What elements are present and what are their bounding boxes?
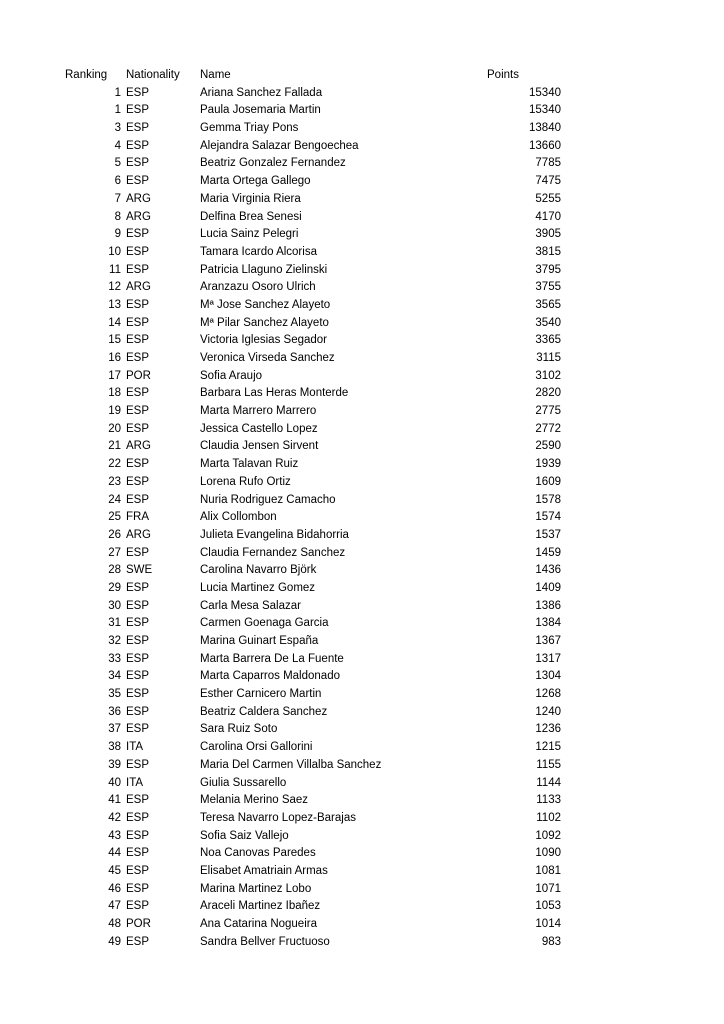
nationality-cell: ESP [126, 599, 150, 612]
name-cell: Esther Carnicero Martin [200, 688, 322, 701]
points-cell: 15340 [529, 104, 561, 117]
points-cell: 1386 [535, 599, 561, 612]
name-cell: Teresa Navarro Lopez-Barajas [200, 811, 356, 824]
nationality-cell: SWE [126, 564, 153, 577]
points-cell: 3102 [535, 369, 561, 382]
table-row [65, 85, 561, 103]
points-cell: 1215 [535, 741, 561, 754]
points-cell: 2590 [535, 440, 561, 453]
points-cell: 1092 [535, 829, 561, 842]
name-cell: Carolina Navarro Björk [200, 564, 317, 577]
table-row [65, 155, 561, 173]
ranking-cell: 18 [108, 387, 121, 400]
ranking-cell: 6 [114, 175, 121, 188]
name-cell: Marta Barrera De La Fuente [200, 652, 344, 665]
nationality-cell: ESP [126, 405, 150, 418]
ranking-cell: 7 [114, 192, 121, 205]
column-header-name: Name [200, 69, 231, 81]
name-cell: Maria Del Carmen Villalba Sanchez [200, 758, 382, 771]
ranking-cell: 42 [108, 811, 121, 824]
nationality-cell: POR [126, 918, 151, 930]
points-cell: 1155 [536, 758, 561, 771]
nationality-cell: ESP [126, 758, 150, 771]
nationality-cell: ESP [126, 104, 150, 117]
points-cell: 3815 [535, 245, 561, 258]
ranking-cell: 32 [108, 635, 121, 647]
ranking-cell: 34 [108, 670, 121, 683]
ranking-cell: 10 [108, 245, 121, 258]
points-cell: 3565 [535, 298, 561, 311]
points-cell: 3365 [535, 334, 561, 347]
table-row [65, 757, 561, 775]
points-cell: 7475 [535, 175, 561, 188]
nationality-cell: ESP [126, 157, 150, 170]
name-cell: Mª Jose Sanchez Alayeto [200, 298, 331, 311]
table-row [65, 580, 561, 598]
points-cell: 1409 [535, 581, 561, 594]
ranking-cell: 16 [108, 352, 121, 364]
name-cell: Marina Martinez Lobo [200, 882, 312, 895]
name-cell: Marta Ortega Gallego [200, 175, 311, 188]
table-row [65, 916, 561, 934]
ranking-cell: 30 [108, 599, 121, 612]
table-row [65, 102, 561, 120]
column-header-ranking: Ranking [65, 69, 108, 81]
name-cell: Sandra Bellver Fructuoso [200, 935, 330, 948]
table-row [65, 845, 561, 863]
table-row [65, 120, 561, 138]
name-cell: Paula Josemaria Martin [200, 104, 321, 117]
name-cell: Aranzazu Osoro Ulrich [200, 281, 316, 294]
ranking-cell: 14 [108, 316, 121, 329]
table-row [65, 721, 561, 739]
ranking-cell: 22 [108, 458, 121, 471]
table-row [65, 615, 561, 633]
ranking-cell: 40 [108, 776, 121, 789]
points-cell: 1236 [535, 723, 561, 736]
table-row [65, 297, 561, 315]
nationality-cell: ESP [126, 298, 150, 311]
name-cell: Beatriz Gonzalez Fernandez [200, 157, 346, 170]
points-cell: 1436 [535, 564, 561, 577]
nationality-cell: ESP [126, 458, 150, 471]
points-cell: 7785 [535, 157, 561, 170]
ranking-cell: 48 [108, 918, 121, 930]
table-row [65, 633, 561, 651]
nationality-cell: ESP [126, 493, 150, 506]
nationality-cell: ESP [126, 546, 150, 559]
table-row [65, 792, 561, 810]
points-cell: 3540 [535, 316, 561, 329]
nationality-cell: ESP [126, 617, 150, 630]
ranking-cell: 31 [108, 617, 121, 630]
table-row [65, 456, 561, 474]
nationality-cell: ESP [126, 900, 150, 913]
name-cell: Marta Marrero Marrero [200, 405, 317, 418]
table-row [65, 545, 561, 563]
points-cell: 1240 [535, 705, 561, 718]
ranking-cell: 43 [108, 829, 121, 842]
table-row [65, 562, 561, 580]
table-row [65, 262, 561, 280]
name-cell: Patricia Llaguno Zielinski [200, 263, 328, 276]
points-cell: 1609 [535, 475, 561, 488]
nationality-cell: ESP [126, 935, 150, 948]
points-cell: 1090 [535, 847, 561, 860]
table-row [65, 598, 561, 616]
nationality-cell: ESP [126, 387, 150, 400]
table-row [65, 403, 561, 421]
ranking-cell: 25 [108, 511, 121, 524]
nationality-cell: ESP [126, 794, 150, 807]
nationality-cell: ESP [126, 334, 150, 347]
ranking-cell: 41 [108, 794, 121, 807]
nationality-cell: FRA [126, 511, 149, 524]
ranking-cell: 44 [108, 847, 121, 860]
points-cell: 1939 [535, 458, 561, 471]
table-row [65, 279, 561, 297]
nationality-cell: ARG [126, 210, 151, 223]
table-row [65, 527, 561, 545]
nationality-cell: ESP [126, 228, 150, 241]
nationality-cell: ESP [126, 705, 150, 718]
table-header-row [65, 67, 561, 85]
ranking-cell: 35 [108, 688, 121, 701]
name-cell: Marina Guinart España [200, 635, 319, 647]
rankings-table [65, 67, 561, 951]
name-cell: Noa Canovas Paredes [200, 847, 316, 860]
points-cell: 983 [541, 935, 561, 948]
table-row [65, 704, 561, 722]
table-body [65, 85, 561, 952]
table-row [65, 934, 561, 952]
ranking-cell: 19 [108, 405, 121, 418]
points-cell: 5255 [535, 192, 561, 205]
nationality-cell: ARG [126, 281, 151, 294]
points-cell: 1317 [535, 652, 561, 665]
ranking-cell: 17 [108, 369, 121, 382]
table-row [65, 138, 561, 156]
ranking-cell: 20 [108, 422, 121, 435]
ranking-cell: 38 [108, 741, 121, 754]
ranking-cell: 29 [108, 581, 121, 594]
points-cell: 1144 [536, 776, 561, 789]
points-cell: 2820 [535, 387, 561, 400]
nationality-cell: ESP [126, 847, 150, 860]
nationality-cell: ITA [126, 776, 144, 789]
ranking-cell: 49 [108, 935, 121, 948]
table-row [65, 686, 561, 704]
table-row [65, 191, 561, 209]
table-row [65, 863, 561, 881]
points-cell: 3115 [536, 352, 561, 364]
points-cell: 13660 [529, 139, 561, 152]
points-cell: 4170 [535, 210, 561, 223]
nationality-cell: ESP [126, 263, 150, 276]
table-row [65, 421, 561, 439]
ranking-cell: 11 [109, 263, 121, 276]
nationality-cell: ESP [126, 245, 150, 258]
name-cell: Lucia Martinez Gomez [200, 581, 316, 594]
table-row [65, 474, 561, 492]
nationality-cell: ESP [126, 122, 150, 135]
ranking-cell: 13 [108, 298, 121, 311]
ranking-cell: 36 [108, 705, 121, 718]
nationality-cell: ARG [126, 192, 151, 205]
table-row [65, 368, 561, 386]
nationality-cell: ESP [126, 829, 150, 842]
nationality-cell: ESP [126, 652, 150, 665]
points-cell: 1384 [535, 617, 561, 630]
nationality-cell: ARG [126, 440, 151, 453]
table-row [65, 244, 561, 262]
name-cell: Carolina Orsi Gallorini [200, 741, 313, 754]
ranking-cell: 15 [108, 334, 121, 347]
name-cell: Lorena Rufo Ortiz [200, 475, 291, 488]
table-row [65, 226, 561, 244]
nationality-cell: ESP [126, 316, 150, 329]
name-cell: Victoria Iglesias Segador [200, 334, 327, 347]
name-cell: Claudia Jensen Sirvent [200, 440, 319, 453]
nationality-cell: POR [126, 369, 151, 382]
table-row [65, 509, 561, 527]
points-cell: 1304 [535, 670, 561, 683]
table-row [65, 385, 561, 403]
points-cell: 1053 [535, 900, 561, 913]
points-cell: 13840 [529, 122, 561, 135]
name-cell: Mª Pilar Sanchez Alayeto [200, 316, 329, 329]
ranking-cell: 4 [114, 139, 121, 152]
nationality-cell: ESP [126, 811, 150, 824]
ranking-cell: 39 [108, 758, 121, 771]
table-row [65, 881, 561, 899]
points-cell: 2775 [535, 405, 561, 418]
table-row [65, 315, 561, 333]
name-cell: Claudia Fernandez Sanchez [200, 546, 346, 559]
table-row [65, 651, 561, 669]
ranking-cell: 45 [108, 864, 121, 877]
name-cell: Maria Virginia Riera [200, 192, 301, 205]
points-cell: 1574 [535, 511, 561, 524]
name-cell: Gemma Triay Pons [200, 122, 299, 135]
column-header-points: Points [487, 69, 519, 81]
ranking-cell: 8 [114, 210, 121, 223]
points-cell: 1081 [535, 864, 561, 877]
name-cell: Lucia Sainz Pelegri [200, 228, 299, 241]
points-cell: 1014 [535, 918, 561, 930]
name-cell: Jessica Castello Lopez [200, 422, 318, 435]
ranking-cell: 47 [108, 900, 121, 913]
nationality-cell: ESP [126, 864, 150, 877]
table-row [65, 668, 561, 686]
table-row [65, 173, 561, 191]
points-cell: 1133 [536, 794, 561, 807]
points-cell: 1102 [536, 811, 561, 824]
nationality-cell: ESP [126, 352, 150, 364]
points-cell: 2772 [535, 422, 561, 435]
ranking-cell: 21 [108, 440, 121, 453]
nationality-cell: ESP [126, 422, 150, 435]
nationality-cell: ESP [126, 581, 150, 594]
name-cell: Marta Talavan Ruiz [200, 458, 299, 471]
table-row [65, 492, 561, 510]
name-cell: Carmen Goenaga Garcia [200, 617, 329, 630]
ranking-cell: 28 [108, 564, 121, 577]
name-cell: Carla Mesa Salazar [200, 599, 301, 612]
ranking-cell: 1 [114, 104, 121, 117]
ranking-cell: 24 [108, 493, 121, 506]
ranking-cell: 12 [108, 281, 121, 294]
ranking-cell: 23 [108, 475, 121, 488]
points-cell: 1268 [535, 688, 561, 701]
name-cell: Sofia Araujo [200, 369, 263, 382]
points-cell: 3755 [535, 281, 561, 294]
ranking-cell: 26 [108, 528, 121, 541]
ranking-cell: 33 [108, 652, 121, 665]
name-cell: Veronica Virseda Sanchez [200, 352, 335, 364]
table-row [65, 350, 561, 368]
points-cell: 1367 [535, 635, 561, 647]
nationality-cell: ESP [126, 723, 150, 736]
table-row [65, 775, 561, 793]
column-header-nationality: Nationality [126, 69, 180, 81]
table-row [65, 438, 561, 456]
table-row [65, 332, 561, 350]
ranking-cell: 3 [114, 122, 121, 135]
name-cell: Ana Catarina Nogueira [200, 918, 317, 930]
table-row [65, 810, 561, 828]
name-cell: Sofia Saiz Vallejo [200, 829, 289, 842]
nationality-cell: ESP [126, 139, 150, 152]
name-cell: Araceli Martinez Ibañez [200, 900, 321, 913]
name-cell: Sara Ruiz Soto [200, 723, 278, 736]
nationality-cell: ARG [126, 528, 151, 541]
nationality-cell: ESP [126, 670, 150, 683]
nationality-cell: ESP [126, 175, 150, 188]
table-row [65, 898, 561, 916]
name-cell: Elisabet Amatriain Armas [200, 864, 328, 877]
ranking-cell: 37 [108, 723, 121, 736]
ranking-cell: 1 [114, 86, 121, 99]
points-cell: 3795 [535, 263, 561, 276]
nationality-cell: ITA [126, 741, 144, 754]
points-cell: 1071 [535, 882, 561, 895]
name-cell: Beatriz Caldera Sanchez [200, 705, 328, 718]
ranking-cell: 5 [114, 157, 121, 170]
nationality-cell: ESP [126, 635, 150, 647]
name-cell: Alejandra Salazar Bengoechea [200, 139, 359, 152]
name-cell: Nuria Rodriguez Camacho [200, 493, 336, 506]
nationality-cell: ESP [126, 688, 150, 701]
points-cell: 15340 [529, 86, 561, 99]
ranking-cell: 27 [108, 546, 121, 559]
name-cell: Giulia Sussarello [200, 776, 287, 789]
ranking-cell: 46 [108, 882, 121, 895]
points-cell: 1459 [535, 546, 561, 559]
name-cell: Melania Merino Saez [200, 794, 309, 807]
points-cell: 1578 [535, 493, 561, 506]
nationality-cell: ESP [126, 475, 150, 488]
name-cell: Tamara Icardo Alcorisa [200, 245, 317, 258]
name-cell: Delfina Brea Senesi [200, 210, 302, 223]
table-row [65, 209, 561, 227]
name-cell: Marta Caparros Maldonado [200, 670, 340, 683]
points-cell: 3905 [535, 228, 561, 241]
name-cell: Ariana Sanchez Fallada [200, 86, 323, 99]
table-row [65, 739, 561, 757]
ranking-cell: 9 [114, 228, 121, 241]
nationality-cell: ESP [126, 882, 150, 895]
name-cell: Julieta Evangelina Bidahorria [200, 528, 349, 541]
table-row [65, 828, 561, 846]
name-cell: Alix Collombon [200, 511, 277, 524]
points-cell: 1537 [535, 528, 561, 541]
name-cell: Barbara Las Heras Monterde [200, 387, 349, 400]
nationality-cell: ESP [126, 86, 150, 99]
